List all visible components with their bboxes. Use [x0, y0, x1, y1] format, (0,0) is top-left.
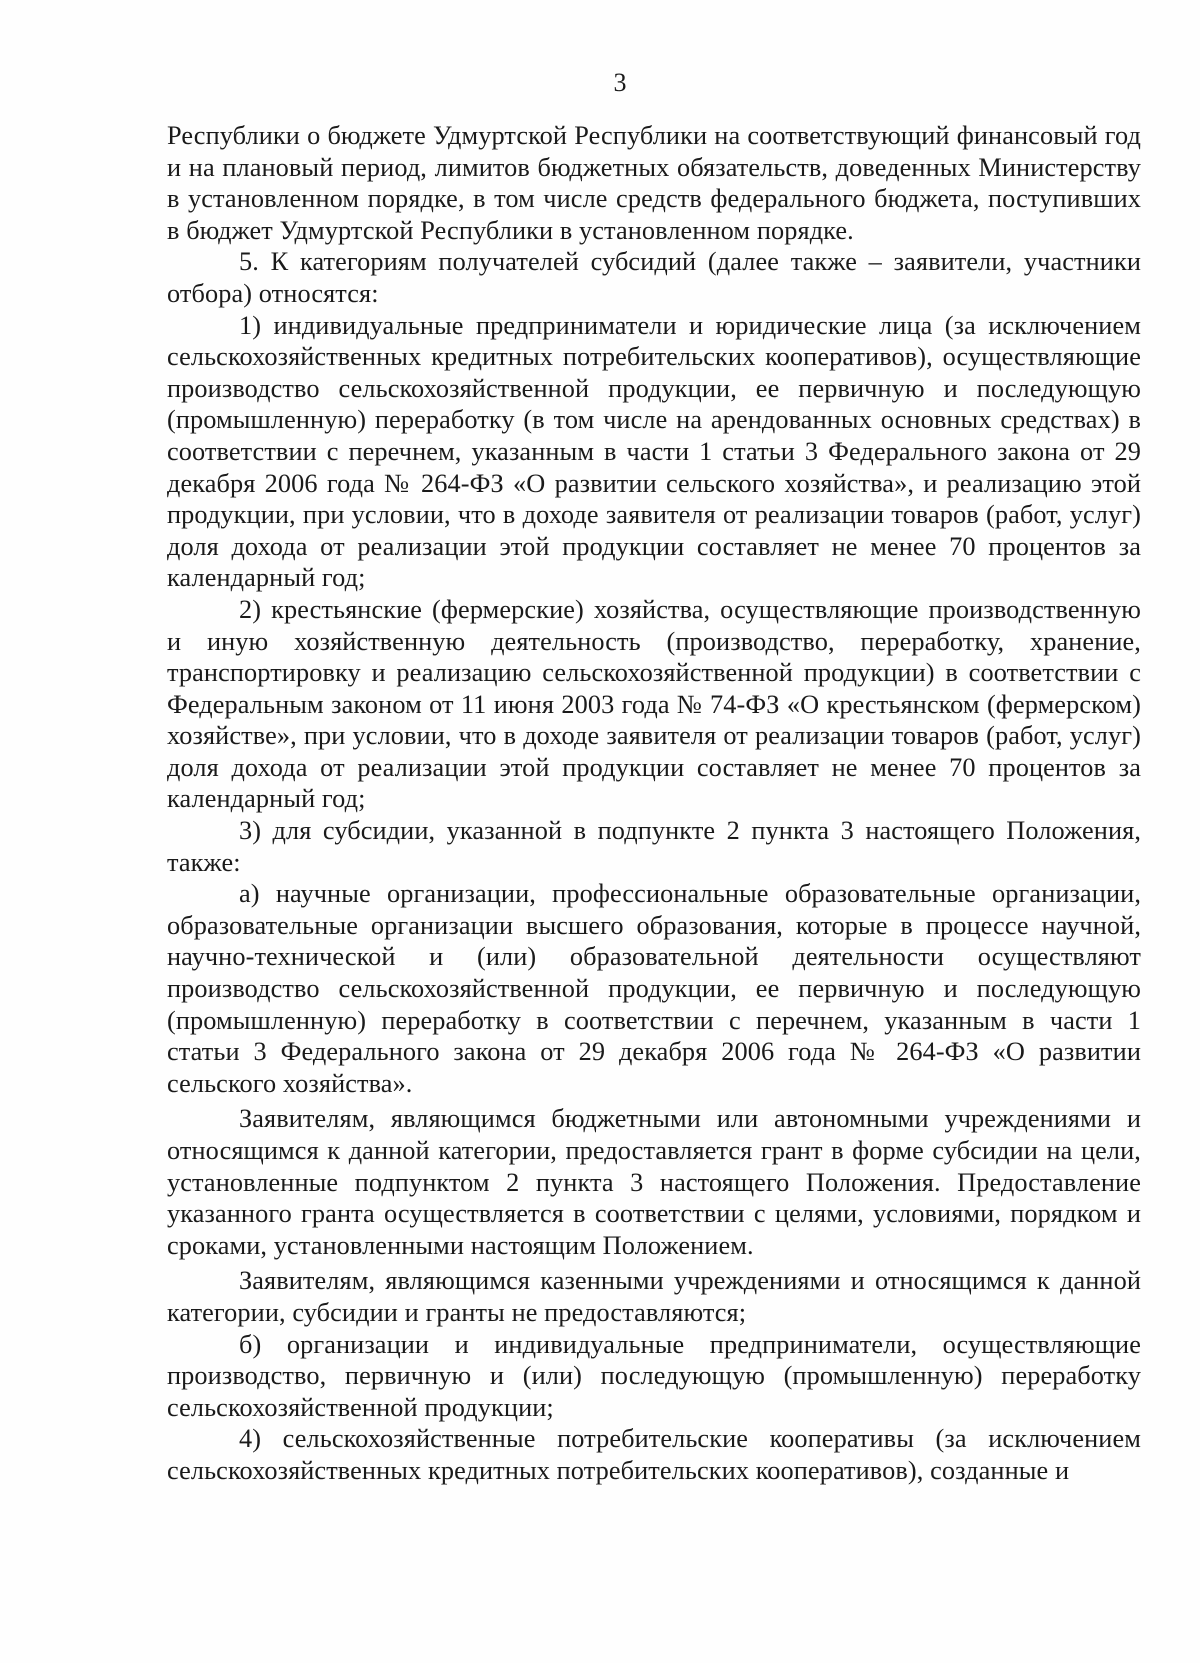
paragraph-subitem-2: 2) крестьянские (фермерские) хозяйства, осуществляющие производственную и иную хозяйственную деятельность (производство, переработку, хранение, транспортировку и реализацию сельскохозяйственной продукции) в соответствии с Федеральным законом от 11 июня 2003 года № 74-ФЗ «О крестьянском (фермерском) хозяйстве», при условии, что в доходе заявителя от реализации товаров (работ, услуг) доля дохода от реализации этой продукции составляет не менее 70 процентов за календарный год; [167, 594, 1141, 814]
document-body [167, 120, 1141, 1487]
paragraph-subitem-3a: а) научные организации, профессиональные образовательные организации, образовательные организации высшего образования, которые в процессе научной, научно-технической и (или) образовательной деятельности осуществляют производство сельскохозяйственной продукции, ее первичную и последующую (промышленную) переработку в соответствии с перечнем, указанным в части 1 статьи 3 Федерального закона от 29 декабря 2006 года № 264-ФЗ «О развитии сельского хозяйства». [167, 879, 1141, 1098]
paragraph-item-5: 5. К категориям получателей субсидий (далее также – заявители, участники отбора) относятся: [167, 247, 1141, 308]
paragraph-subitem-4: 4) сельскохозяйственные потребительские кооперативы (за исключением сельскохозяйственных кредитных потребительских кооперативов), созданные и [167, 1424, 1141, 1485]
paragraph-grant-budget-institutions: Заявителям, являющимся бюджетными или автономными учреждениями и относящимся к данной категории, предоставляется грант в форме субсидии на цели, установленные подпунктом 2 пункта 3 настоящего Положения. Предоставление указанного гранта осуществляется в соответствии с целями, условиями, порядком и сроками, установленными настоящим Положением. [167, 1104, 1141, 1260]
paragraph-subitem-3b: б) организации и индивидуальные предприниматели, осуществляющие производство, первичную и (или) последующую (промышленную) переработку сельскохозяйственной продукции; [167, 1329, 1141, 1422]
paragraph-subitem-3: 3) для субсидии, указанной в подпункте 2 пункта 3 настоящего Положения, также: [167, 816, 1141, 877]
paragraph-subitem-1: 1) индивидуальные предприниматели и юридические лица (за исключением сельскохозяйственных кредитных потребительских кооперативов), осуществляющие производство сельскохозяйственной продукции, ее первичную и последующую (промышленную) переработку (в том числе на арендованных основных средствах) в соответствии с перечнем, указанным в части 1 статьи 3 Федерального закона от 29 декабря 2006 года № 264-ФЗ «О развитии сельского хозяйства», и реализацию этой продукции, при условии, что в доходе заявителя от реализации товаров (работ, услуг) доля дохода от реализации этой продукции составляет не менее 70 процентов за календарный год; [167, 310, 1141, 593]
paragraph-budget-continuation: Республики о бюджете Удмуртской Республики на соответствующий финансовый год и на плановый период, лимитов бюджетных обязательств, доведенных Министерству в установленном порядке, в том числе средств федерального бюджета, поступивших в бюджет Удмуртской Республики в установленном порядке. [167, 121, 1141, 245]
paragraph-state-institutions: Заявителям, являющимся казенными учреждениями и относящимся к данной категории, субсидии и гранты не предоставляются; [167, 1266, 1141, 1327]
page-number: 3 [613, 68, 627, 97]
